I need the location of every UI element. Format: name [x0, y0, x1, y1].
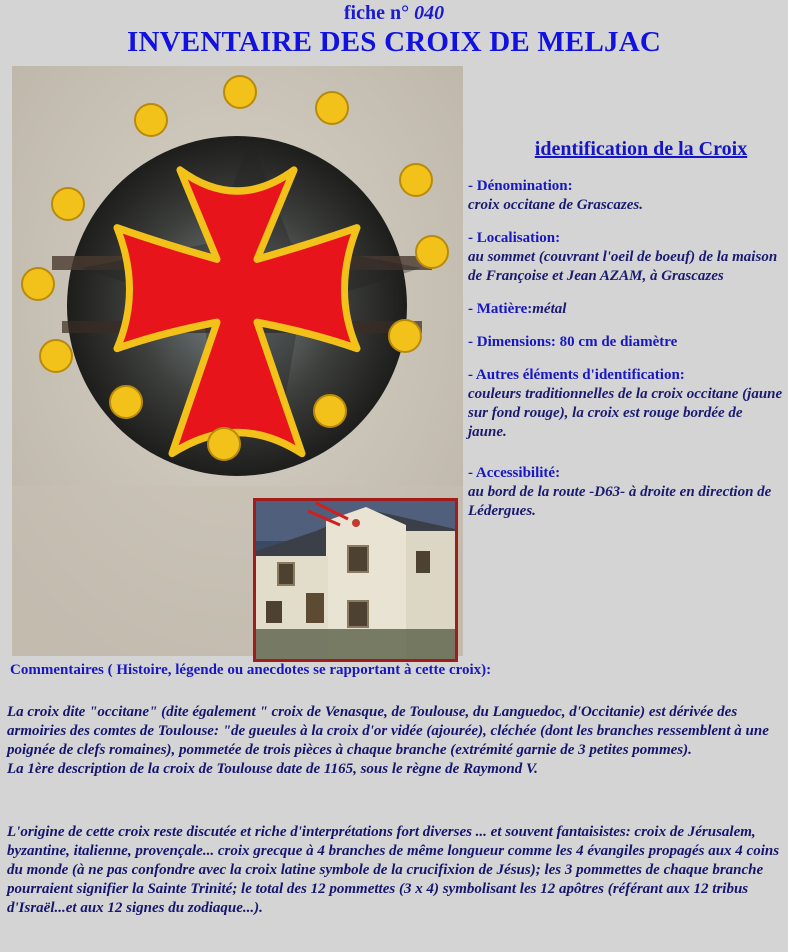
house-photo: [253, 498, 458, 662]
comments-text-1: La croix dite "occitane" (dite également " croix de Venasque, de Toulouse, du Languedoc, d'Occitanie) est dérivée des armoiries des comtes de Toulouse: "de gueules à la croix d'or vidée (ajourée), cléchée (dont les branches ressemblent à une poignée de clefs romaines), pommetée de trois pièces à chaque branche (extrémité garnie de 3 petites pommes).: [7, 704, 769, 758]
identification-heading: identification de la Croix: [534, 138, 748, 160]
comments-heading: Commentaires ( Histoire, légende ou anecdotes se rapportant à cette croix):: [10, 662, 492, 678]
identification-block: [468, 140, 784, 535]
field-denomination: [468, 177, 784, 215]
field-value: croix occitane de Grascazes.: [468, 197, 643, 213]
field-value: au bord de la route -D63- à droite en direction de Lédergues.: [468, 484, 772, 519]
field-autres-elements: [468, 366, 784, 442]
field-dimensions: [468, 333, 784, 352]
field-label: - Dimensions: 80 cm de diamètre: [468, 334, 678, 350]
comments-paragraph-2: L'origine de cette croix reste discutée et riche d'interprétations fort diverses ... et souvent fantaisistes: croix de Jérusalem, byzantine, italienne, provençale... croix grecque à 4 branches de même longueur comme les 4 évangiles propagés aux 4 coins du monde (à ne pas confondre avec la croix latine symbole de la crucifixion de Jésus); les 3 pommettes de chaque branche pourraient signifier la Sainte Trinité; le total des 12 pommettes (3 x 4) symbolisant les 12 apôtres (référant aux 12 tribus d'Israël...et aux 12 signes du zodiaque...).: [7, 824, 780, 916]
comments-text-1b: La 1ère description de la croix de Toulouse date de 1165, sous le règne de Raymond V.: [7, 761, 538, 777]
comments-paragraph-1: [7, 703, 785, 779]
field-localisation: [468, 229, 784, 286]
fiche-number: 040: [414, 2, 445, 24]
field-label: - Accessibilité:: [468, 465, 561, 481]
field-label: - Dénomination:: [468, 178, 573, 194]
fiche-number-line: [0, 2, 788, 25]
field-accessibilite: [468, 464, 784, 521]
field-label: - Localisation:: [468, 230, 561, 246]
field-label: - Autres éléments d'identification:: [468, 367, 685, 383]
field-label: - Matière:: [468, 301, 533, 317]
field-value: au sommet (couvrant l'oeil de boeuf) de la maison de Françoise et Jean AZAM, à Grascazes: [468, 249, 778, 284]
page-title: INVENTAIRE DES CROIX DE MELJAC: [127, 26, 661, 58]
field-matiere: [468, 300, 784, 319]
field-value: métal: [532, 301, 567, 317]
fiche-label: fiche n°: [343, 2, 410, 24]
field-value: couleurs traditionnelles de la croix occitane (jaune sur fond rouge), la croix est rouge bordée de jaune.: [468, 386, 783, 440]
